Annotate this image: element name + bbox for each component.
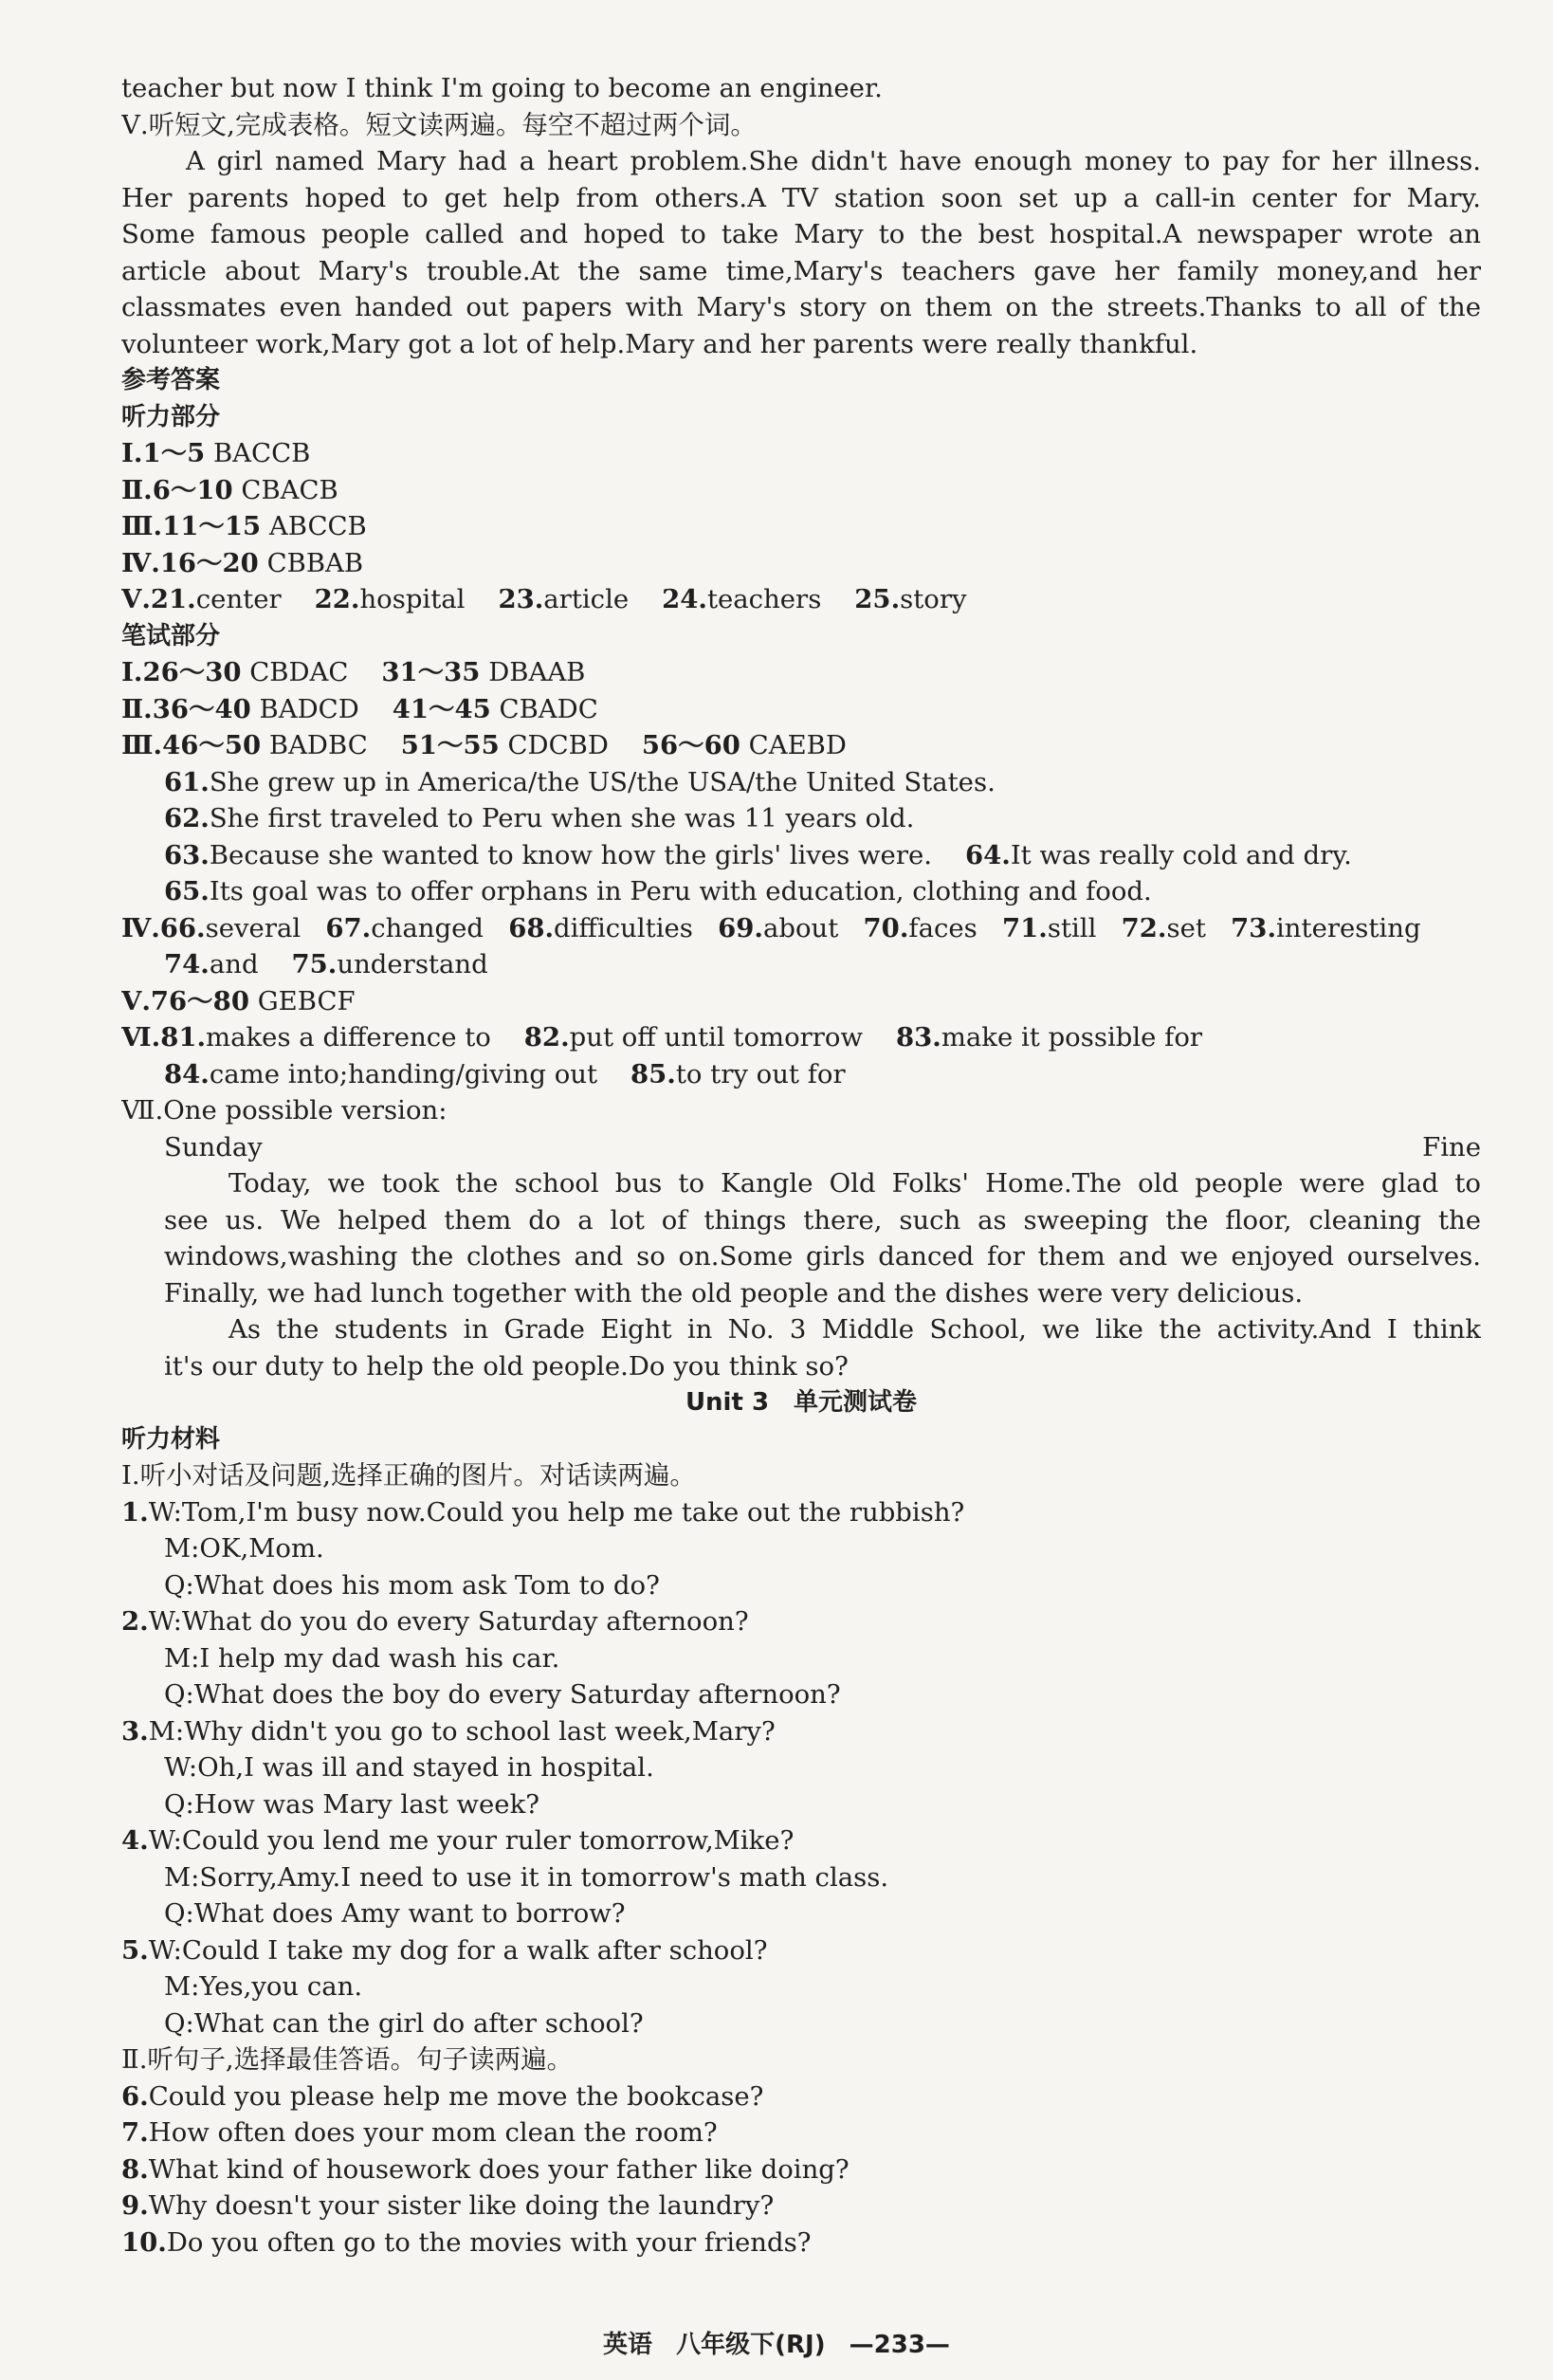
answer-value: and [209,949,259,979]
question-number: 3. [121,1715,149,1747]
answer-number: 24. [662,584,707,614]
answer-number: 41～45 [392,693,491,724]
dialogue-text: W:Could I take my dog for a walk after school? [148,1934,768,1966]
passage-line: Her parents hoped to get help from others.A TV station soon set up a call-in center for Mary. [121,182,1481,213]
dialogue-text: M:Why didn't you go to school last week,Mary? [148,1715,776,1747]
answer-value: put off until tomorrow [569,1022,864,1053]
answer-number: 85. [630,1058,676,1089]
answer-row [121,691,1481,728]
answer-number: 56～60 [641,730,740,760]
answer-row [121,800,1481,837]
passage-line: Some famous people called and hoped to take Mary to the best hospital.A newspaper wrote an [121,219,1481,249]
answer-row [121,581,1481,618]
diary-day: Sunday [164,1131,263,1163]
diary-weather: Fine [1422,1131,1481,1163]
sentence-text: Why doesn't your sister like doing the laundry? [148,2190,775,2221]
answer-row [121,983,1481,1020]
answer-value: She first traveled to Peru when she was 11 years old. [209,803,915,833]
answer-value: BADBC [268,730,368,760]
answer-number: Ⅰ.26～30 [121,657,242,687]
dialogue-line: M:Sorry,Amy.I need to use it in tomorrow's math class. [164,1861,889,1893]
answer-value: CBADC [499,693,598,724]
answer-number: 61. [164,766,210,797]
answer-value: story [900,584,967,614]
answer-value: ABCCB [268,511,367,541]
diary-header [121,1129,1481,1166]
sentence-text: Could you please help me move the bookcase? [148,2080,764,2112]
answer-number: 25. [854,584,901,614]
answer-number: 65. [164,876,210,906]
answer-value: faces [908,912,977,943]
answer-number: 72. [1121,912,1167,943]
answer-number: Ⅱ.36～40 [121,693,251,724]
question-number: 4. [121,1825,149,1856]
answer-value: hospital [359,584,466,614]
answer-number: 62. [164,803,210,833]
answer-row [121,873,1481,910]
answer-number: 70. [863,912,909,943]
answer-value: It was really cold and dry. [1010,839,1352,870]
answer-row [121,910,1481,947]
dialogue-line: M:I help my dad wash his car. [164,1642,560,1674]
answer-row [121,472,1481,509]
answer-number: 75. [291,949,338,979]
dialogue-line: M:Yes,you can. [164,1971,363,2002]
passage-line: volunteer work,Mary got a lot of help.Mary and her parents were really thankful. [121,328,1198,359]
question-number: 8. [121,2153,149,2185]
dialogue-line: Q:How was Mary last week? [164,1788,539,1820]
dialogue-line [121,1603,1481,1640]
answer-number: Ⅰ.1～5 [121,438,206,468]
sentence-line [121,2115,1481,2151]
answer-number: 84. [164,1058,210,1089]
dialogue-line: W:Oh,I was ill and stayed in hospital. [164,1752,654,1783]
answer-number: 69. [718,912,763,943]
dialogue-line [121,1713,1481,1750]
answer-value: Its goal was to offer orphans in Peru with education, clothing and food. [209,876,1152,906]
answer-number: 82. [523,1022,570,1053]
answers-title: 参考答案 [121,366,221,394]
passage-line: A girl named Mary had a heart problem.She didn't have enough money to pay for her illness. [186,146,1481,176]
answer-value: CBBAB [266,547,364,578]
answer-number: Ⅴ.76～80 [121,985,249,1016]
sentence-line [121,2078,1481,2115]
answer-value: center [195,584,282,614]
answer-number: 71. [1002,912,1048,943]
answer-value: makes a difference to [206,1022,491,1053]
essay-line: Finally, we had lunch together with the old people and the dishes were very delicious. [164,1277,1304,1309]
answer-row [121,1056,1481,1093]
answer-value: BADCD [259,693,359,724]
answer-value: set [1166,912,1206,943]
essay-line: windows,washing the clothes and so on.Some girls danced for them and we enjoyed ourselves. [164,1241,1481,1272]
answer-number: 23. [498,584,544,614]
answer-number: Ⅲ.11～15 [121,511,262,541]
question-number: 5. [121,1934,149,1966]
dialogue-text: W:Tom,I'm busy now.Could you help me take out the rubbish? [148,1496,965,1528]
answer-value: difficulties [554,912,693,943]
answer-value: changed [371,912,484,943]
answer-row [121,764,1481,801]
dialogue-line [121,1822,1481,1859]
answer-number: 63. [164,839,210,870]
answer-value: CDCBD [507,730,609,760]
answer-value: came into;handing/giving out [209,1058,598,1089]
sentence-line [121,2224,1481,2261]
question-number: 9. [121,2190,149,2221]
answer-number: 31～35 [381,657,481,687]
answer-number: 74. [164,949,210,979]
answer-value: DBAAB [488,657,586,687]
essay-line: see us. We helped them do a lot of things there, such as sweeping the floor, cleaning the [164,1204,1481,1236]
dialogue-line [121,1932,1481,1969]
answer-value: several [205,912,301,943]
answer-row [121,435,1481,472]
essay-line: As the students in Grade Eight in No. 3 Middle School, we like the activity.And I think [228,1314,1481,1345]
section-heading: Ⅱ.听句子,选择最佳答语。句子读两遍。 [121,2044,574,2075]
answer-row [121,1019,1481,1056]
answer-value: still [1047,912,1097,943]
answer-value: understand [337,949,488,979]
answer-row [121,837,1481,874]
answer-value: teachers [706,584,822,614]
answer-value: CAEBD [748,730,847,760]
answer-row [121,946,1481,983]
answer-number: Ⅳ.16～20 [121,547,259,578]
answer-number: 73. [1231,912,1277,943]
question-number: 1. [121,1496,149,1528]
dialogue-text: W:Could you lend me your ruler tomorrow,Mike? [148,1825,795,1856]
dialogue-line: M:OK,Mom. [164,1533,324,1564]
dialogue-line [121,1494,1481,1531]
page-footer [0,2325,1553,2360]
page-number: —233— [849,2331,950,2359]
answer-number: 83. [895,1022,941,1053]
answer-value: She grew up in America/the US/the USA/the United States. [209,766,996,797]
footer-subject: 英语 [603,2331,653,2359]
dialogue-line: Q:What does his mom ask Tom to do? [164,1569,660,1601]
passage-line: article about Mary's trouble.At the same time,Mary's teachers gave her family money,and her [121,255,1481,286]
dialogue-line: Q:What can the girl do after school? [164,2007,644,2039]
sentence-text: How often does your mom clean the room? [148,2117,718,2148]
writing-heading: Ⅶ.One possible version: [121,1095,448,1126]
sentence-line [121,2188,1481,2224]
sentence-text: Do you often go to the movies with your friends? [166,2226,812,2258]
written-title: 笔试部分 [121,621,221,650]
answer-value: Because she wanted to know how the girls' lives were. [209,839,932,870]
answer-row [121,545,1481,582]
answer-number: Ⅱ.6～10 [121,474,233,505]
essay-line: it's our duty to help the old people.Do you think so? [164,1350,849,1382]
question-number: 10. [121,2226,167,2258]
page-content [121,70,1481,2261]
question-number: 7. [121,2117,149,2148]
answer-value: GEBCF [257,985,356,1016]
answer-value: CBACB [241,474,338,505]
answer-value: interesting [1276,912,1421,943]
sentence-text: What kind of housework does your father like doing? [148,2153,850,2185]
answer-number: Ⅲ.46～50 [121,730,262,760]
section-heading: Ⅴ.听短文,完成表格。短文读两遍。每空不超过两个词。 [121,109,757,140]
sentence-line [121,2151,1481,2188]
footer-grade: 八年级下(RJ) [676,2331,826,2359]
dialogue-text: W:What do you do every Saturday afternoon? [148,1606,749,1637]
answer-value: article [543,584,630,614]
answer-value: about [762,912,839,943]
answer-row [121,654,1481,691]
unit-title: Unit 3 单元测试卷 [685,1388,918,1417]
answer-number: 68. [508,912,555,943]
dialogue-line: Q:What does the boy do every Saturday afternoon? [164,1679,841,1710]
dialogue-line: Q:What does Amy want to borrow? [164,1898,626,1929]
answer-number: Ⅴ.21. [121,584,196,614]
answer-value: to try out for [675,1058,846,1089]
section-heading: Ⅰ.听小对话及问题,选择正确的图片。对话读两遍。 [121,1460,696,1491]
passage-line: classmates even handed out papers with Mary's story on them on the streets.Thanks to all of the [121,292,1481,322]
answer-number: 22. [314,584,360,614]
material-title: 听力材料 [121,1424,221,1454]
answer-number: 67. [325,912,372,943]
answer-number: Ⅵ.81. [121,1022,207,1053]
question-number: 6. [121,2080,149,2112]
answer-number: Ⅳ.66. [121,912,206,943]
text-line: teacher but now I think I'm going to become an engineer. [121,73,883,103]
answer-number: 51～55 [400,730,500,760]
question-number: 2. [121,1606,149,1637]
answer-row [121,508,1481,545]
answer-number: 64. [964,839,1011,870]
answer-value: BACCB [212,438,311,468]
answer-value: make it possible for [941,1022,1203,1053]
listening-title: 听力部分 [121,402,221,431]
essay-block [121,1165,1481,1384]
essay-line: Today, we took the school bus to Kangle Old Folks' Home.The old people were glad to [228,1168,1481,1199]
answer-value: CBDAC [249,657,349,687]
answer-row [121,727,1481,764]
